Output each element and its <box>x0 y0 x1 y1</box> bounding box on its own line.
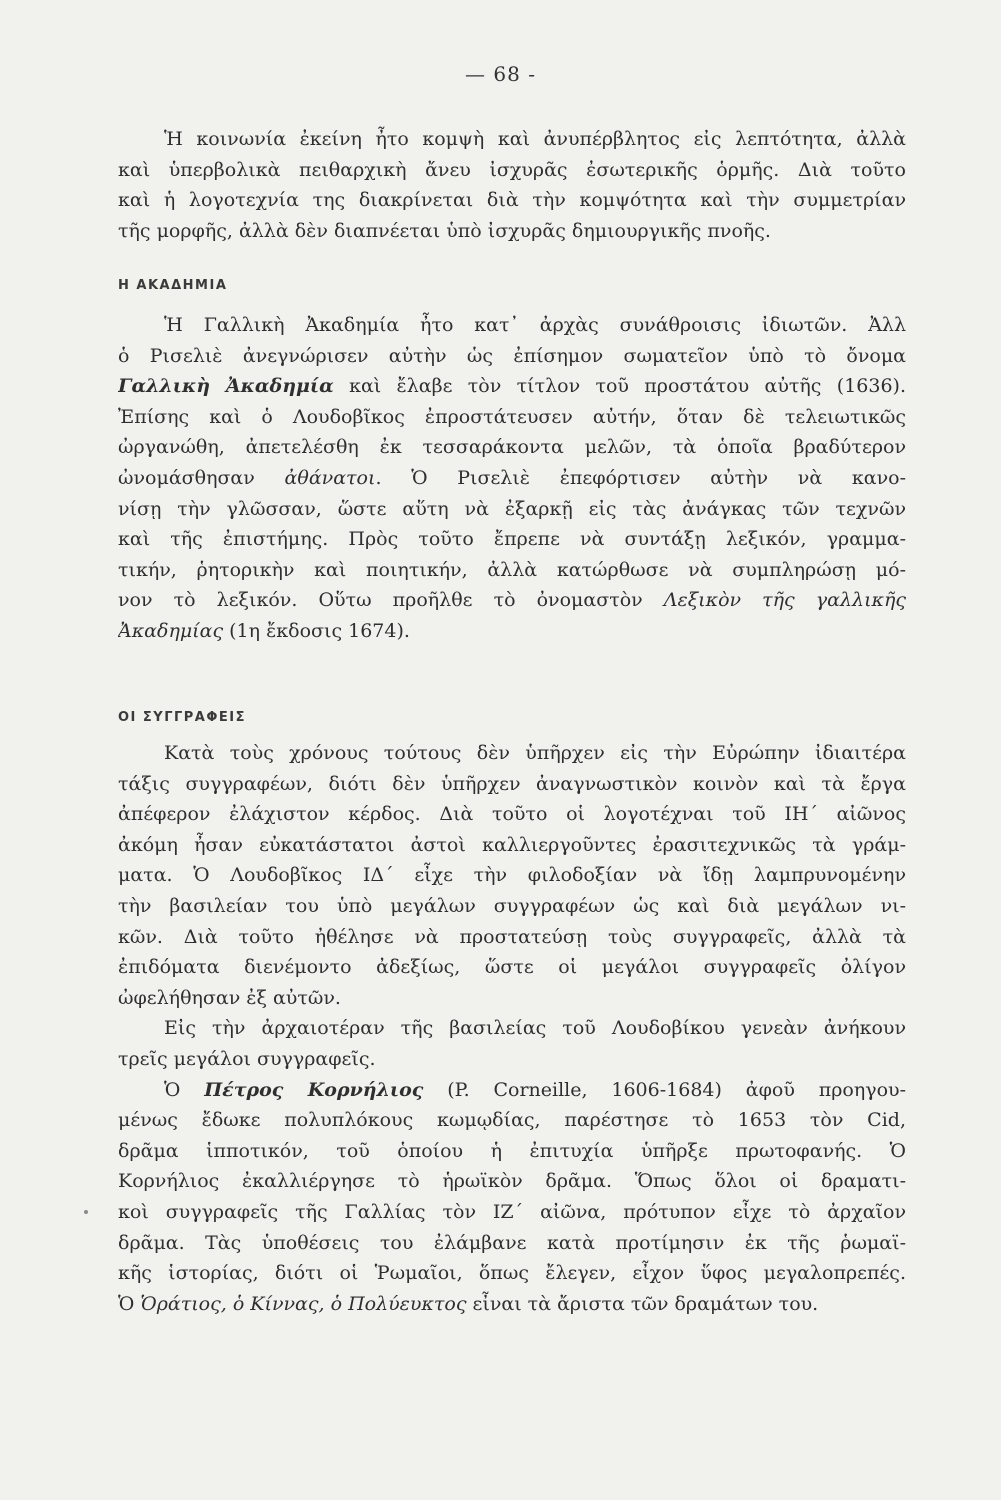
section-heading-writers: ΟΙ ΣΥΓΓΡΑΦΕΙΣ <box>118 710 247 725</box>
text-line: ἀκόμη ἦσαν εὐκατάστατοι ἀστοὶ καλλιεργοῦντες ἐρασιτεχνικῶς τὰ γράμ- <box>118 833 906 856</box>
text-line: νίσῃ τὴν γλῶσσαν, ὥστε αὕτη νὰ ἐξαρκῇ εἰς τὰς ἀνάγκας τῶν τεχνῶν <box>118 497 906 520</box>
text-line: δρᾶμα ἱπποτικόν, τοῦ ὁποίου ἡ ἐπιτυχία ὑπῆρξε πρωτοφανής. Ὁ <box>118 1139 906 1162</box>
text-line <box>118 616 906 647</box>
text-run: νον τὸ λεξικόν. Οὕτω προῆλθε τὸ ὀνομαστὸν <box>118 589 664 612</box>
paragraph-intro <box>118 124 906 246</box>
text-run: εἶναι τὰ ἄριστα τῶν δραμάτων του. <box>466 1292 819 1315</box>
text-line <box>118 1289 906 1320</box>
emphasis-dictionary-title: Λεξικὸν τῆς γαλλικῆς <box>663 589 906 612</box>
text-line <box>118 1075 906 1106</box>
text-run: (1η ἔκδοσις 1674). <box>223 619 410 642</box>
text-line: κῶν. Διὰ τοῦτο ἠθέλησε νὰ προστατεύσῃ τοὺς συγγραφεῖς, ἀλλὰ τὰ <box>118 925 906 948</box>
section-academy <box>118 276 906 296</box>
text-line: ἐπιδόματα διενέμοντο ἀδεξίως, ὥστε οἱ μεγάλοι συγγραφεῖς ὀλίγον <box>118 956 906 979</box>
text-line: ἀπέφερον ἐλάχιστον κέρδος. Διὰ τοῦτο οἱ λογοτέχναι τοῦ ΙΗ´ αἰῶνος <box>118 803 906 826</box>
text-line: τικήν, ῥητορικὴν καὶ ποιητικήν, ἀλλὰ κατώρθωσε νὰ συμπληρώσῃ μό- <box>118 558 906 581</box>
text-line: καὶ ὑπερβολικὰ πειθαρχικὴ ἄνευ ἰσχυρᾶς ἐσωτερικῆς ὁρμῆς. Διὰ τοῦτο <box>118 158 906 181</box>
emphasis-academy-name: Γαλλικὴ Ἀκαδημία <box>118 375 334 398</box>
text-run: (P. Corneille, 1606-1684) ἀφοῦ προηγου- <box>423 1078 906 1101</box>
section-heading-academy: Η ΑΚΑΔΗΜΙΑ <box>118 278 228 293</box>
text-run: Ὁ <box>118 1292 141 1315</box>
paragraph-writers-1 <box>118 738 906 1319</box>
text-line: ὠργανώθη, ἀπετελέσθη ἐκ τεσσαράκοντα μελῶν, τὰ ὁποῖα βραδύτερον <box>118 436 906 459</box>
emphasis-corneille-name: Πέτρος Κορνήλιος <box>204 1078 424 1101</box>
text-line: κοὶ συγγραφεῖς τῆς Γαλλίας τὸν ΙΖ´ αἰῶνα, πρότυπον εἶχε τὸ ἀρχαῖον <box>118 1200 906 1223</box>
text-line: τάξις συγγραφέων, διότι δὲν ὑπῆρχεν ἀναγνωστικὸν κοινὸν καὶ τὰ ἔργα <box>118 772 906 795</box>
text-line: Ἡ κοινωνία ἐκείνη ἦτο κομψὴ καὶ ἀνυπέρβλητος εἰς λεπτότητα, ἀλλὰ <box>164 128 906 150</box>
emphasis-academy-title: Ἀκαδημίας <box>118 619 224 642</box>
text-line: Κορνήλιος ἐκαλλιέργησε τὸ ἡρωϊκὸν δρᾶμα. Ὅπως ὅλοι οἱ δραματι- <box>118 1170 906 1193</box>
text-run: Ὁ <box>164 1078 205 1101</box>
text-line: τῆς μορφῆς, ἀλλὰ δὲν διαπνέεται ὑπὸ ἰσχυρᾶς δημιουργικῆς πνοῆς. <box>118 219 771 242</box>
text-line <box>118 371 906 402</box>
text-line <box>118 463 906 494</box>
text-line: κῆς ἱστορίας, διότι οἱ Ῥωμαῖοι, ὅπως ἔλεγεν, εἶχον ὕφος μεγαλοπρεπές. <box>118 1262 906 1285</box>
paragraph-academy <box>118 310 906 647</box>
emphasis-immortals: ἀθάνατοι <box>284 466 376 489</box>
text-line: ὁ Ρισελιὲ ἀνεγνώρισεν αὐτὴν ὡς ἐπίσημον σωματεῖον ὑπὸ τὸ ὄνομα <box>118 344 906 367</box>
text-line: Κατὰ τοὺς χρόνους τούτους δὲν ὑπῆρχεν εἰς τὴν Εὐρώπην ἰδιαιτέρα <box>164 742 906 764</box>
text-line: μένως ἔδωκε πολυπλόκους κωμῳδίας, παρέστησε τὸ 1653 τὸν Cid, <box>118 1109 906 1132</box>
text-line: Εἰς τὴν ἀρχαιοτέραν τῆς βασιλείας τοῦ Λουδοβίκου γενεὰν ἀνήκουν <box>164 1017 906 1040</box>
text-run: . Ὁ Ρισελιὲ ἐπεφόρτισεν αὐτὴν νὰ κανο- <box>375 466 906 489</box>
text-line: ματα. Ὁ Λουδοβῖκος ΙΔ´ εἶχε τὴν φιλοδοξίαν νὰ ἴδῃ λαμπρυνομένην <box>118 864 906 887</box>
text-run: καὶ ἔλαβε τὸν τίτλον τοῦ προστάτου αὐτῆς (1636). <box>333 375 906 398</box>
text-line: καὶ τῆς ἐπιστήμης. Πρὸς τοῦτο ἔπρεπε νὰ συντάξῃ λεξικόν, γραμμα- <box>118 528 906 551</box>
text-line: Ἐπίσης καὶ ὁ Λουδοβῖκος ἐπροστάτευσεν αὐτήν, ὅταν δὲ τελειωτικῶς <box>118 405 906 428</box>
text-line: ὠφελήθησαν ἐξ αὐτῶν. <box>118 986 341 1009</box>
text-line: δρᾶμα. Τὰς ὑποθέσεις του ἐλάμβανε κατὰ προτίμησιν ἐκ τῆς ῥωμαϊ- <box>118 1231 906 1254</box>
text-line: Ἡ Γαλλικὴ Ἀκαδημία ἦτο κατ᾽ ἀρχὰς συνάθροισις ἰδιωτῶν. Ἀλλ <box>164 314 906 336</box>
text-line: τρεῖς μεγάλοι συγγραφεῖς. <box>118 1047 376 1070</box>
text-run: ὠνομάσθησαν <box>118 466 285 489</box>
emphasis-play-titles: Ὁράτιος, ὁ Κίννας, ὁ Πολύευκτος <box>140 1292 467 1315</box>
section-writers <box>118 708 906 728</box>
page-number: — 68 - <box>465 62 536 86</box>
margin-speck <box>84 1210 88 1214</box>
text-line <box>118 585 906 616</box>
text-line: τὴν βασιλείαν του ὑπὸ μεγάλων συγγραφέων ὡς καὶ διὰ μεγάλων νι- <box>118 894 906 917</box>
text-line: καὶ ἡ λογοτεχνία της διακρίνεται διὰ τὴν κομψότητα καὶ τὴν συμμετρίαν <box>118 189 906 212</box>
